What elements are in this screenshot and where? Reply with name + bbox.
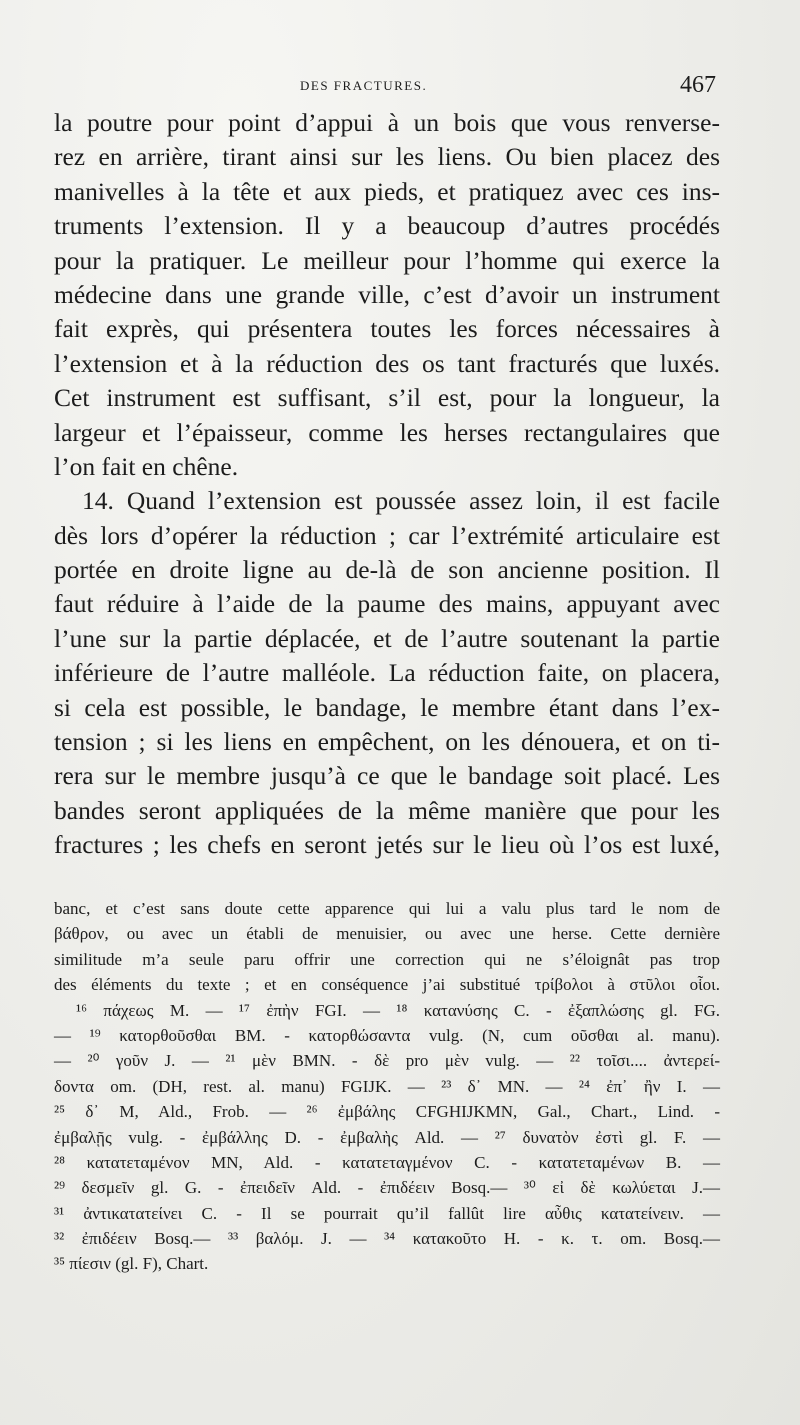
footnote-line: δοντα om. (DH, rest. al. manu) FGIJK. — ²³ δ᾽ MN. — ²⁴ ἐπ᾽ ἢν I. — <box>54 1076 720 1096</box>
main-text <box>54 106 720 863</box>
text-line: rez en arrière, tirant ainsi sur les liens. Ou bien placez des <box>54 142 720 172</box>
footnote-line: ³² ἐπιδέειν Bosq.— ³³ βαλόμ. J. — ³⁴ κατακοῦτο H. - κ. τ. om. Bosq.— <box>54 1229 720 1249</box>
footnote-line: ³¹ ἀντικατατείνει C. - Il se pourrait qu’il fallût lire αὖθις κατατείνειν. — <box>54 1203 720 1223</box>
text-line: largeur et l’épaisseur, comme les herses rectangulaires que <box>54 417 720 447</box>
footnote-line: ²⁹ δεσμεῖν gl. G. - ἐπειδεῖν Ald. - ἐπιδέειν Bosq.— ³⁰ εἰ δὲ κωλύεται J.— <box>54 1178 720 1198</box>
running-title: DES FRACTURES. <box>300 78 428 93</box>
footnote-line: ²⁵ δ᾽ M, Ald., Frob. — ²⁶ ἐμβάλης CFGHIJKMN, Gal., Chart., Lind. - <box>54 1102 720 1122</box>
text-line: Cet instrument est suffisant, s’il est, pour la longueur, la <box>54 383 720 413</box>
text-line: truments l’extension. Il y a beaucoup d’autres procédés <box>54 211 720 241</box>
text-line: tension ; si les liens en empêchent, on les dénouera, et on ti- <box>54 727 720 757</box>
footnote-line: βάθρον, ou avec un établi de menuisier, ou avec une herse. Cette dernière <box>54 924 720 944</box>
footnote-line: ¹⁶ πάχεως M. — ¹⁷ ἐπὴν FGI. — ¹⁸ κατανύσης C. - ἐξαπλώσης gl. FG. <box>76 1000 720 1020</box>
text-line: fait exprès, qui présentera toutes les forces nécessaires à <box>54 314 720 344</box>
text-line: si cela est possible, le bandage, le membre étant dans l’ex- <box>54 692 720 722</box>
text-line: bandes seront appliquées de la même manière que pour les <box>54 795 720 825</box>
paragraph-start-line: 14. Quand l’extension est poussée assez loin, il est facile <box>82 486 720 516</box>
text-line: la poutre pour point d’appui à un bois que vous renverse- <box>54 108 720 137</box>
text-line: rera sur le membre jusqu’à ce que le bandage soit placé. Les <box>54 761 720 791</box>
text-line: médecine dans une grande ville, c’est d’avoir un instrument <box>54 279 720 309</box>
footnote-line: des éléments du texte ; et en conséquence j’ai substitué τρίβολοι à στῦλοι οἷοι. <box>54 975 720 995</box>
footnotes <box>54 896 720 1277</box>
text-line: portée en droite ligne au de-là de son ancienne position. Il <box>54 555 720 585</box>
text-line: fractures ; les chefs en seront jetés sur le lieu où l’os est luxé, <box>54 830 720 860</box>
text-line: manivelles à la tête et aux pieds, et pratiquez avec ces ins- <box>54 176 720 206</box>
text-line: l’on fait en chêne. <box>54 451 239 481</box>
text-line: l’extension et à la réduction des os tant fracturés que luxés. <box>54 348 720 378</box>
page-number: 467 <box>680 72 716 98</box>
text-line: l’une sur la partie déplacée, et de l’autre soutenant la partie <box>54 623 720 653</box>
text-line: inférieure de l’autre malléole. La réduction faite, on placera, <box>54 658 720 688</box>
text-line: dès lors d’opérer la réduction ; car l’extrémité articulaire est <box>54 520 720 550</box>
footnote-line: banc, et c’est sans doute cette apparence qui lui a valu plus tard le nom de <box>54 899 720 918</box>
footnote-line: ³⁵ πίεσιν (gl. F), Chart. <box>54 1254 209 1274</box>
text-line: faut réduire à l’aide de la paume des mains, appuyant avec <box>54 589 720 619</box>
footnote-line: ²⁸ κατατεταμένον MN, Ald. - κατατεταγμένον C. - κατατεταμένων B. — <box>54 1152 720 1172</box>
footnote-line: similitude m’a seule paru offrir une correction qui ne s’éloignât pas trop <box>54 949 720 969</box>
footnote-line: — ²⁰ γοῦν J. — ²¹ μὲν BMN. - δὲ pro μὲν vulg. — ²² τοῖσι.... ἀντερεί- <box>54 1051 720 1071</box>
text-line: pour la pratiquer. Le meilleur pour l’homme qui exerce la <box>54 245 720 275</box>
page-header <box>0 72 800 106</box>
footnote-line: ἐμβαλῇς vulg. - ἐμβάλλης D. - ἐμβαλὴς Ald. — ²⁷ δυνατὸν ἐστὶ gl. F. — <box>54 1127 720 1147</box>
footnote-line: — ¹⁹ κατορθοῦσθαι BM. - κατορθώσαντα vulg. (N, cum οῦσθαι al. manu). <box>54 1025 720 1045</box>
